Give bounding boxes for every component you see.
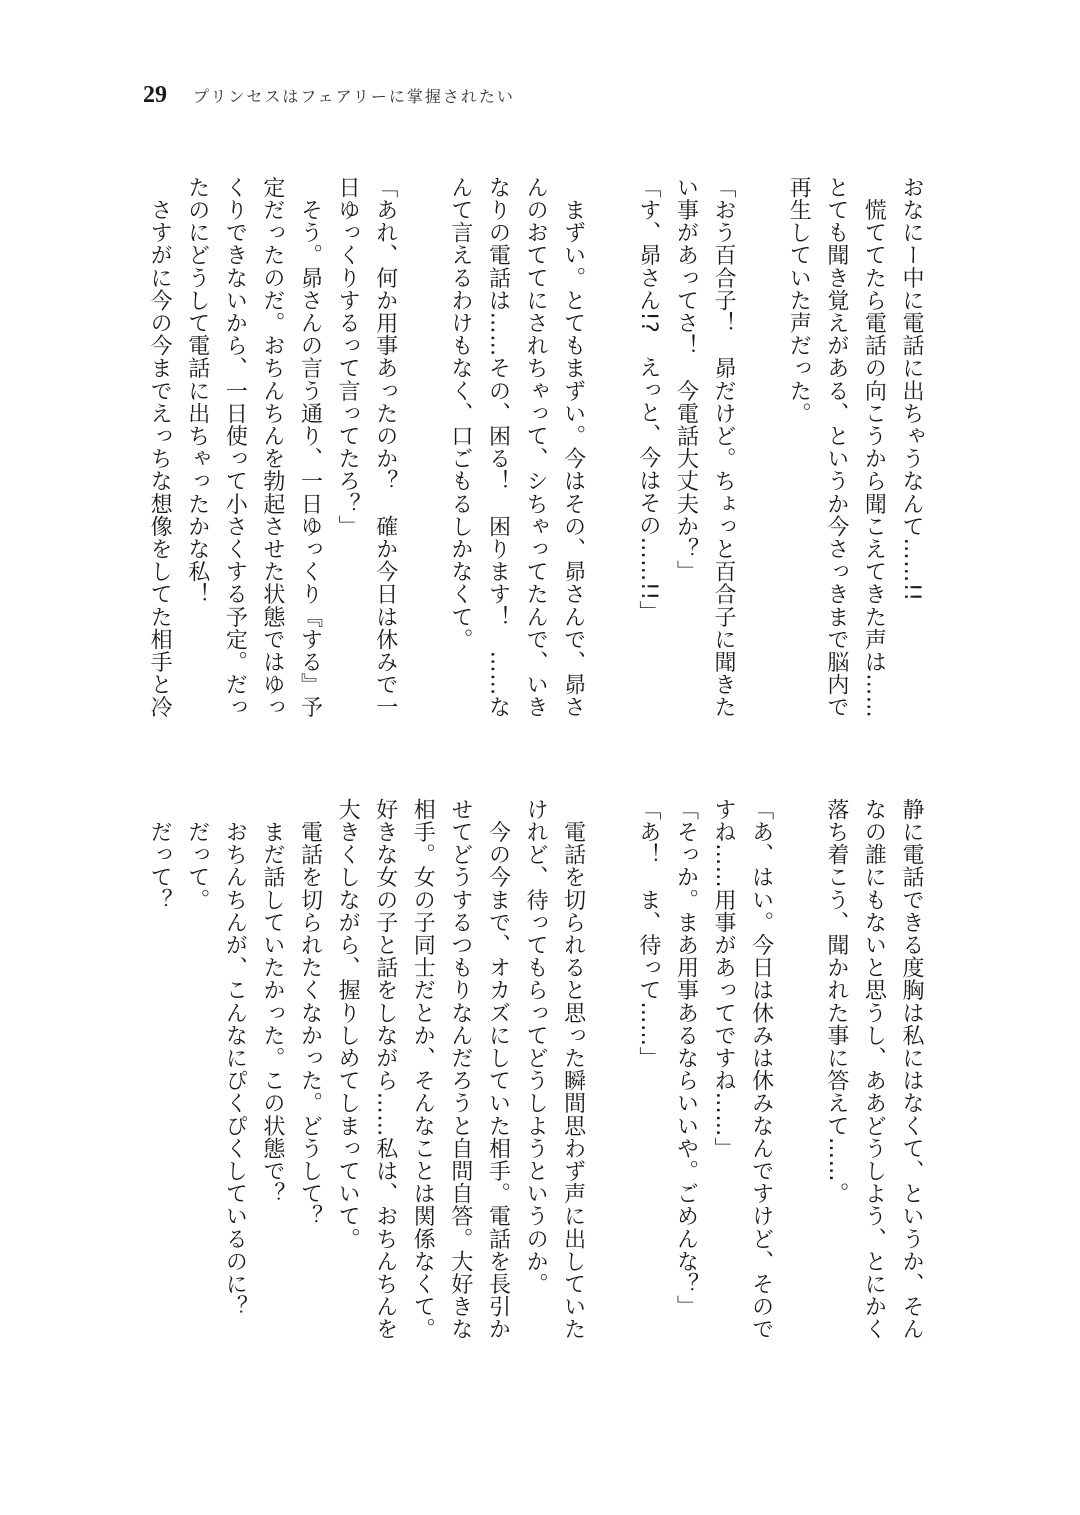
text-column: とても聞き覚えがある、というか今さっきまで脳内で	[823, 176, 849, 719]
text-tier-top	[140, 176, 930, 756]
text-column: 慌ててたら電話の向こうから聞こえてきた声は……	[861, 176, 887, 719]
text-column: い事があってさ！ 今電話大丈夫か？」	[673, 176, 699, 583]
page-header	[143, 82, 515, 109]
text-column: 定だったのだ。おちんちんを勃起させた状態ではゆっ	[259, 176, 285, 719]
text-column: 「あ！ ま、待って……」	[635, 798, 661, 1070]
text-column: けれど、待ってもらってどうしようというのか。	[523, 798, 549, 1296]
text-column: 「あ、はい。今日は休みは休みなんですけど、そので	[748, 798, 774, 1341]
text-column: おちんちんが、こんなにぴくぴくしているのに？	[222, 798, 248, 1318]
text-column: んて言えるわけもなく、口ごもるしかなくて。	[447, 176, 473, 651]
text-column: 静に電話できる度胸は私にはなくて、というか、そん	[899, 798, 924, 1341]
text-column	[592, 798, 630, 1378]
text-column: まずい。とてもまずい。今はその、昴さんで、昴さ	[560, 176, 586, 719]
text-column: 今の今まで、オカズにしていた相手。電話を長引か	[485, 798, 511, 1341]
text-column	[742, 176, 780, 756]
text-column: 落ち着こう、聞かれた事に答えて……。	[823, 798, 849, 1205]
text-column	[780, 798, 818, 1378]
text-column	[404, 176, 442, 756]
text-tier-bottom	[140, 798, 930, 1378]
text-column: だって。	[184, 798, 210, 911]
text-column: さすがに今の今までえっちな想像をしてた相手と冷	[147, 176, 173, 719]
text-column: 電話を切られたくなかった。どうして？	[297, 798, 323, 1228]
text-column: くりできないから、一日使って小さくする予定。だっ	[222, 176, 248, 719]
text-column: 相手。女の子同士だとか、そんなことは関係なくて。	[410, 798, 436, 1341]
text-column: たのにどうして電話に出ちゃったかな私！	[184, 176, 210, 606]
text-column: 「あれ、何か用事あったのか？ 確か今日は休みで一	[372, 176, 398, 719]
text-column: 大きくしながら、握りしめてしまっていて。	[335, 798, 361, 1250]
text-column: 日ゆっくりするって言ってたろ？」	[335, 176, 361, 538]
text-column: 「おう百合子！ 昴だけど。ちょっと百合子に聞きた	[711, 176, 737, 719]
text-column: そう。昴さんの言う通り、一日ゆっくり『する』予	[297, 176, 323, 719]
text-column: 再生していた声だった。	[786, 176, 812, 425]
text-column: 電話を切られると思った瞬間思わず声に出していた	[560, 798, 586, 1341]
page-number: 29	[143, 82, 167, 108]
text-column: なりの電話は……その、困る！ 困ります！ ……な	[485, 176, 511, 719]
text-column: まだ話していたかった。この状態で？	[259, 798, 285, 1205]
text-column: 好きな女の子と話をしながら……私は、おちんちんを	[372, 798, 398, 1341]
text-column: 「す、昴さん!? えっと、今はその……!!」	[635, 176, 661, 624]
text-column: すね……用事があってですね……」	[711, 798, 737, 1160]
text-column: だって？	[147, 798, 173, 911]
text-column: おなにー中に電話に出ちゃうなんて……!!	[899, 176, 924, 602]
text-column	[592, 176, 630, 756]
text-column: 「そっか。まあ用事あるならいいや。ごめんな？」	[673, 798, 699, 1318]
running-title: プリンセスはフェアリーに掌握されたい	[193, 87, 515, 106]
text-column: なの誰にもないと思うし、ああどうしよう、とにかく	[861, 798, 887, 1341]
text-column: せてどうするつもりなんだろうと自問自答。大好きな	[447, 798, 473, 1341]
text-column: んのおててにされちゃって、シちゃってたんで、いき	[523, 176, 549, 719]
